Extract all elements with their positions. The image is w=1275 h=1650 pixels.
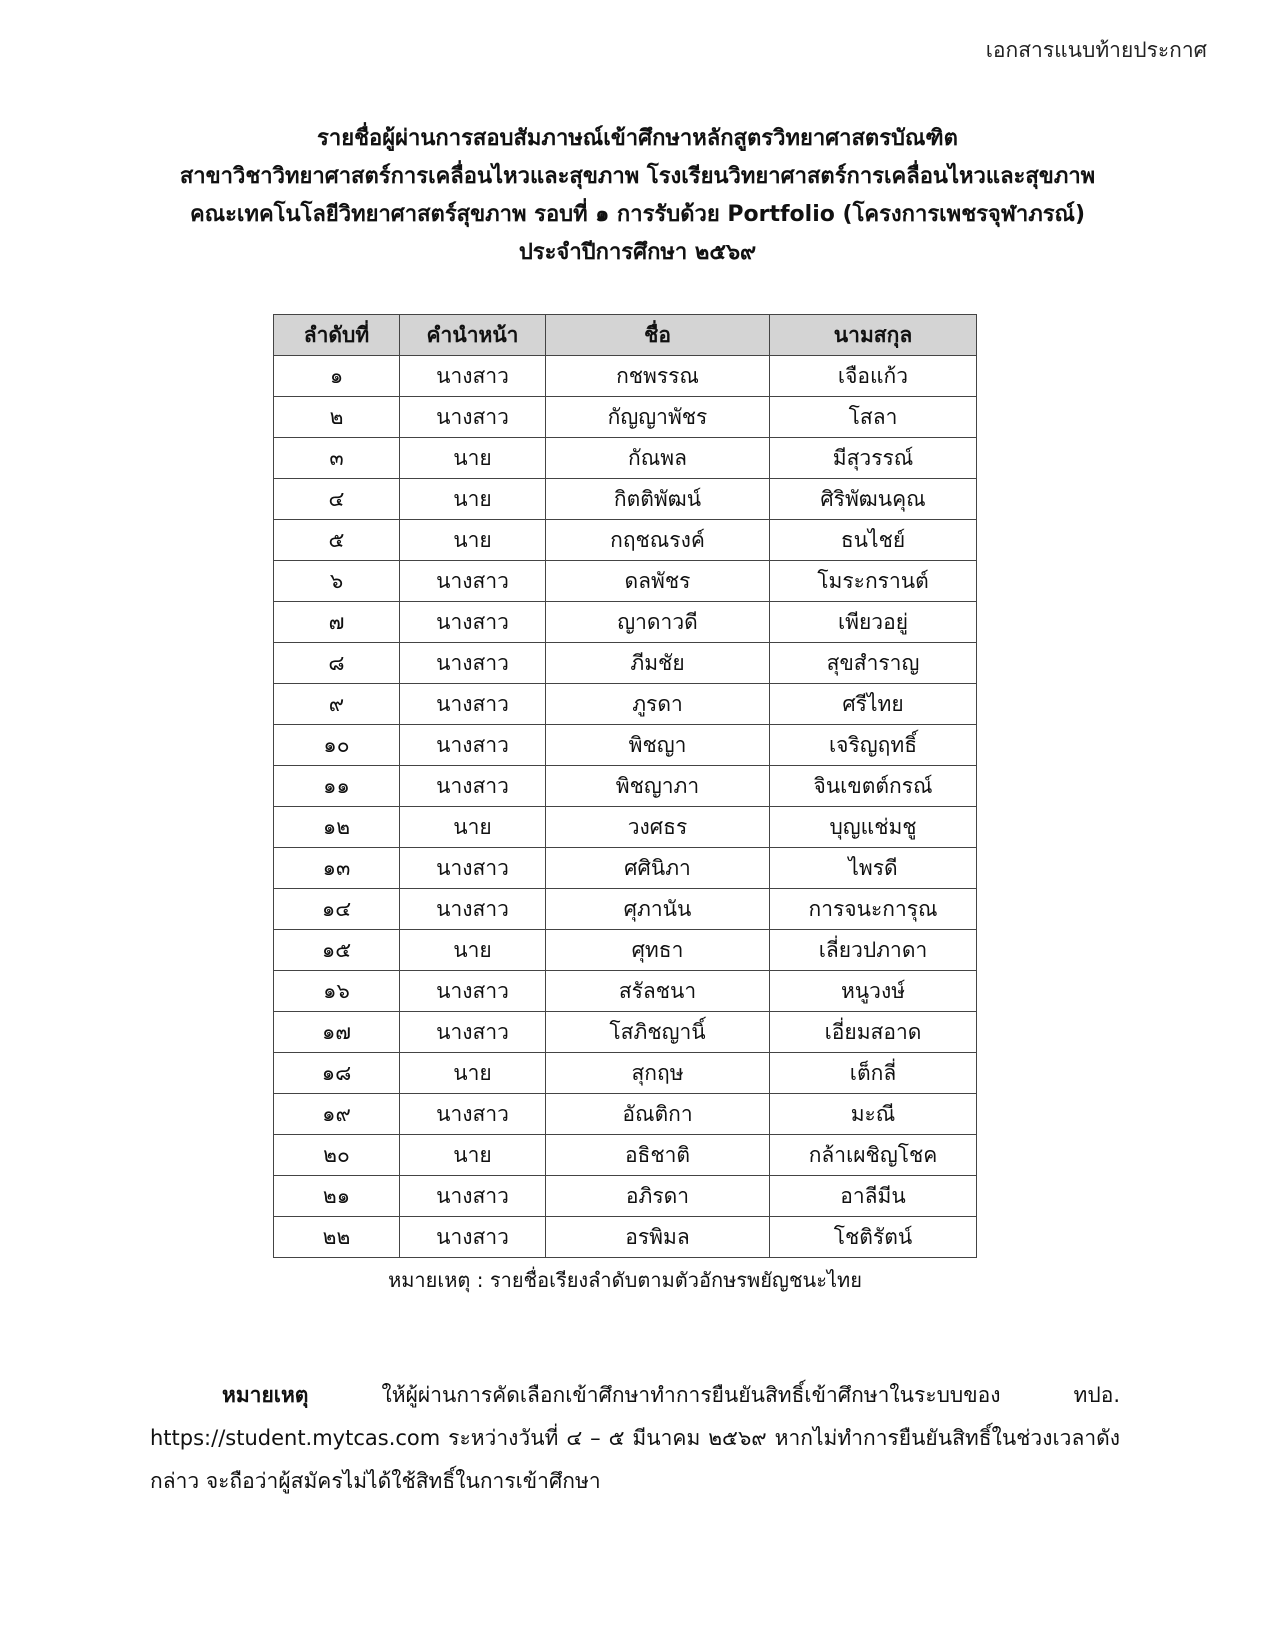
cell-prefix: นาย [400,479,546,520]
cell-order: ๑๙ [274,1094,400,1135]
cell-first-name: โสภิชญานิ์ [546,1012,770,1053]
column-header-prefix: คำนำหน้า [400,315,546,356]
cell-prefix: นาย [400,1053,546,1094]
table-row [274,930,977,971]
cell-first-name: กฤชณรงค์ [546,520,770,561]
cell-first-name: อัณติกา [546,1094,770,1135]
cell-last-name: ไพรดี [770,848,977,889]
table-row [274,807,977,848]
attachment-label: เอกสารแนบท้ายประกาศ [985,38,1207,62]
table-row [274,1012,977,1053]
cell-first-name: กัญญาพัชร [546,397,770,438]
cell-order: ๑๒ [274,807,400,848]
cell-order: ๕ [274,520,400,561]
cell-first-name: ศุภานัน [546,889,770,930]
cell-first-name: สุกฤษ [546,1053,770,1094]
cell-last-name: ธนไชย์ [770,520,977,561]
cell-last-name: เจริญฤทธิ์ [770,725,977,766]
cell-first-name: อรพิมล [546,1217,770,1258]
table-row [274,602,977,643]
cell-prefix: นางสาว [400,561,546,602]
table-row [274,479,977,520]
cell-order: ๘ [274,643,400,684]
cell-prefix: นางสาว [400,397,546,438]
cell-order: ๑๖ [274,971,400,1012]
cell-last-name: อาลีมีน [770,1176,977,1217]
cell-prefix: นางสาว [400,602,546,643]
table-row [274,684,977,725]
document-title [0,120,1275,272]
table-row [274,1176,977,1217]
cell-prefix: นางสาว [400,848,546,889]
column-header-first-name: ชื่อ [546,315,770,356]
cell-last-name: โมระกรานต์ [770,561,977,602]
cell-last-name: เต็กลี่ [770,1053,977,1094]
cell-last-name: จินเขตต์กรณ์ [770,766,977,807]
cell-first-name: สรัลชนา [546,971,770,1012]
cell-prefix: นางสาว [400,356,546,397]
remark-paragraph [150,1374,1120,1503]
cell-last-name: หนูวงษ์ [770,971,977,1012]
cell-first-name: ภีมชัย [546,643,770,684]
table-row [274,725,977,766]
cell-prefix: นางสาว [400,971,546,1012]
table-row [274,438,977,479]
table-header-row [274,315,977,356]
table-row [274,848,977,889]
table-row [274,520,977,561]
cell-last-name: เลี่ยวปภาดา [770,930,977,971]
title-line-3: คณะเทคโนโลยีวิทยาศาสตร์สุขภาพ รอบที่ ๑ การรับด้วย Portfolio (โครงการเพชรจุฬาภรณ์) [189,202,1086,227]
column-header-last-name: นามสกุล [770,315,977,356]
cell-last-name: เพียวอยู่ [770,602,977,643]
cell-prefix: นาย [400,438,546,479]
cell-last-name: การจนะการุณ [770,889,977,930]
cell-order: ๒๐ [274,1135,400,1176]
cell-last-name: กล้าเผชิญโชค [770,1135,977,1176]
cell-prefix: นางสาว [400,1217,546,1258]
cell-first-name: ภูรดา [546,684,770,725]
cell-order: ๗ [274,602,400,643]
cell-prefix: นางสาว [400,889,546,930]
table-row [274,561,977,602]
cell-first-name: ญาดาวดี [546,602,770,643]
cell-first-name: วงศธร [546,807,770,848]
cell-last-name: เอี่ยมสอาด [770,1012,977,1053]
cell-order: ๑๓ [274,848,400,889]
cell-first-name: ศุทธา [546,930,770,971]
cell-prefix: นางสาว [400,1176,546,1217]
table-row [274,1053,977,1094]
cell-prefix: นางสาว [400,725,546,766]
cell-order: ๒ [274,397,400,438]
cell-order: ๒๒ [274,1217,400,1258]
cell-order: ๑๗ [274,1012,400,1053]
cell-order: ๑๐ [274,725,400,766]
title-line-4: ประจำปีการศึกษา ๒๕๖๙ [518,240,757,265]
cell-first-name: ดลพัชร [546,561,770,602]
cell-first-name: พิชญา [546,725,770,766]
cell-first-name: กชพรรณ [546,356,770,397]
cell-prefix: นาย [400,1135,546,1176]
table-row [274,1135,977,1176]
cell-last-name: ศรีไทย [770,684,977,725]
table-row [274,889,977,930]
cell-prefix: นาย [400,520,546,561]
cell-first-name: กัณพล [546,438,770,479]
table-row [274,1094,977,1135]
table-row [274,1217,977,1258]
remark-label: หมายเหตุ [222,1383,309,1407]
cell-order: ๑๘ [274,1053,400,1094]
cell-prefix: นาย [400,930,546,971]
table-body [274,356,977,1258]
cell-last-name: ศิริพัฒนคุณ [770,479,977,520]
passed-candidates-table [273,314,977,1258]
cell-order: ๑๑ [274,766,400,807]
cell-prefix: นางสาว [400,684,546,725]
cell-last-name: มีสุวรรณ์ [770,438,977,479]
cell-order: ๒๑ [274,1176,400,1217]
cell-prefix: นางสาว [400,766,546,807]
column-header-order: ลำดับที่ [274,315,400,356]
cell-first-name: กิตติพัฒน์ [546,479,770,520]
cell-order: ๑ [274,356,400,397]
cell-order: ๑๔ [274,889,400,930]
title-line-1: รายชื่อผู้ผ่านการสอบสัมภาษณ์เข้าศึกษาหลักสูตรวิทยาศาสตรบัณฑิต [317,126,958,151]
cell-order: ๔ [274,479,400,520]
cell-last-name: สุขสำราญ [770,643,977,684]
cell-prefix: นางสาว [400,1012,546,1053]
cell-last-name: โสลา [770,397,977,438]
cell-last-name: โชติรัตน์ [770,1217,977,1258]
cell-first-name: ศศินิภา [546,848,770,889]
cell-first-name: อภิรดา [546,1176,770,1217]
cell-order: ๑๕ [274,930,400,971]
table-row [274,971,977,1012]
cell-first-name: อธิชาติ [546,1135,770,1176]
cell-order: ๓ [274,438,400,479]
cell-order: ๖ [274,561,400,602]
table-row [274,766,977,807]
cell-order: ๙ [274,684,400,725]
cell-prefix: นาย [400,807,546,848]
table-row [274,356,977,397]
cell-last-name: เจือแก้ว [770,356,977,397]
cell-first-name: พิชญาภา [546,766,770,807]
remark-text: ให้ผู้ผ่านการคัดเลือกเข้าศึกษาทำการยืนยันสิทธิ์เข้าศึกษาในระบบของ ทปอ. https://student.mytcas.com ระหว่างวันที่ ๔ – ๕ มีนาคม ๒๕๖๙ หากไม่ทำการยืนยันสิทธิ์ในช่วงเวลาดังกล่าว จะถือว่าผู้สมัครไม่ได้ใช้สิทธิ์ในการเข้าศึกษา [150,1383,1120,1493]
cell-last-name: บุญแช่มชู [770,807,977,848]
table-row [274,643,977,684]
cell-prefix: นางสาว [400,643,546,684]
table-row [274,397,977,438]
title-line-2: สาขาวิชาวิทยาศาสตร์การเคลื่อนไหวและสุขภาพ โรงเรียนวิทยาศาสตร์การเคลื่อนไหวและสุขภาพ [179,164,1096,189]
cell-last-name: มะณี [770,1094,977,1135]
table-footnote: หมายเหตุ : รายชื่อเรียงลำดับตามตัวอักษรพยัญชนะไทย [388,1268,862,1292]
cell-prefix: นางสาว [400,1094,546,1135]
